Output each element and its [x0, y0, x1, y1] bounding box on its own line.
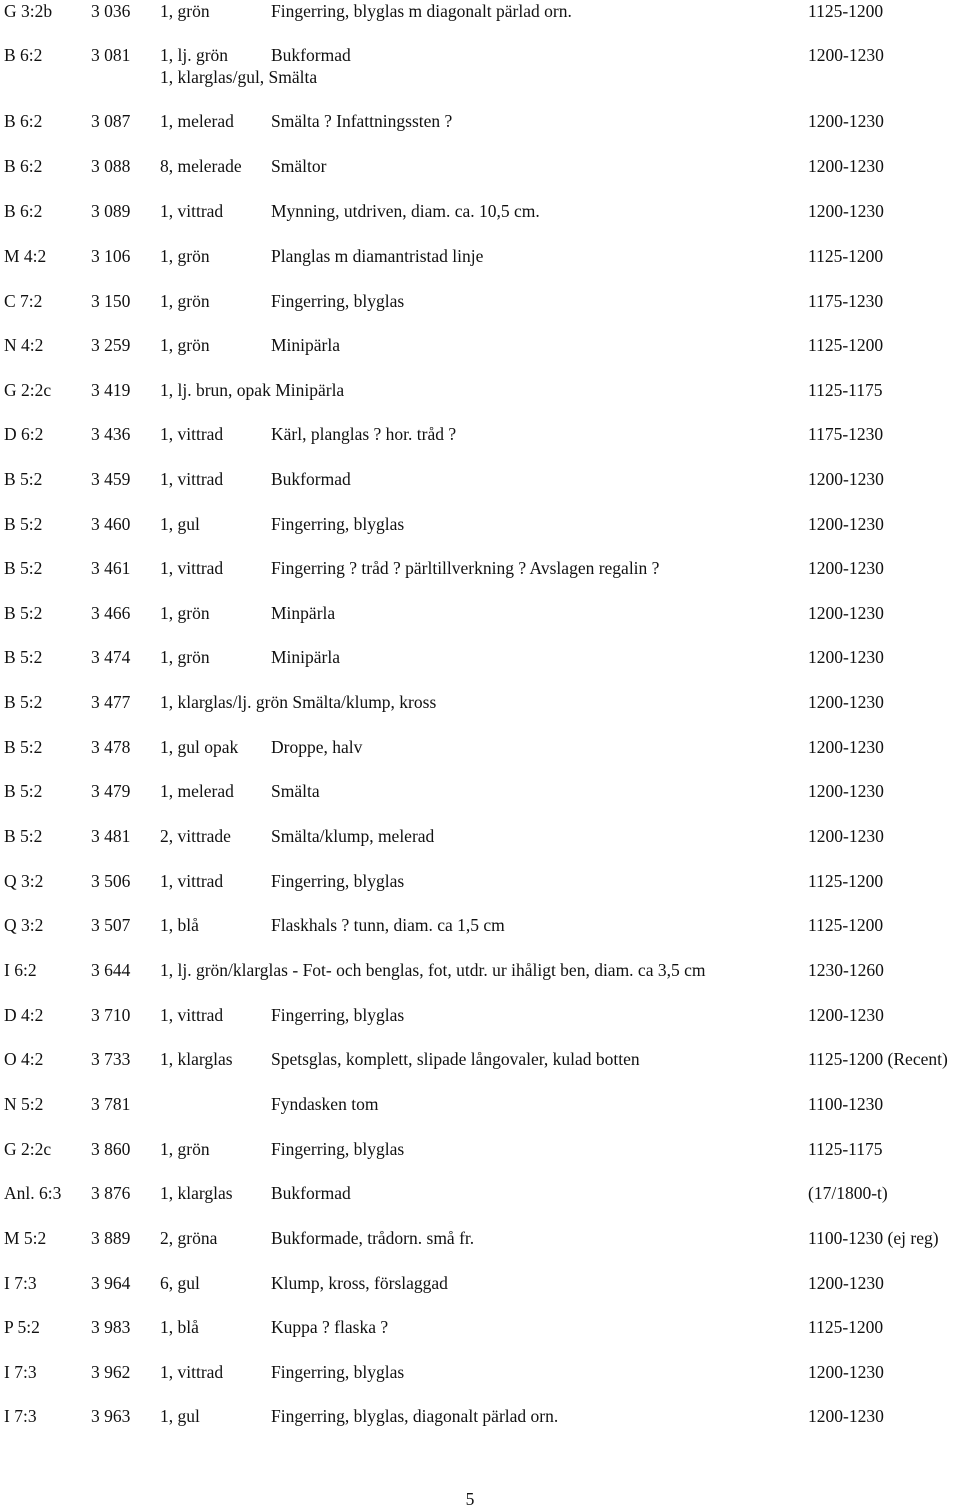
- table-row: [0, 1361, 960, 1405]
- location-cell: M 5:2: [4, 1228, 47, 1248]
- quantity-color-cell: 1, vittrad: [160, 871, 224, 891]
- description-cell: Fingerring, blyglas: [271, 871, 405, 891]
- dating-cell: (17/1800-t): [808, 1183, 888, 1203]
- quantity-color-cell: 1, grön: [160, 647, 210, 667]
- find-number-cell: 3 474: [91, 647, 131, 667]
- quantity-color-cell: 1, melerad: [160, 111, 234, 131]
- description-cell: Smälta: [271, 781, 320, 801]
- description-cell: Fyndasken tom: [271, 1094, 379, 1114]
- dating-cell: 1200-1230: [808, 1273, 884, 1293]
- find-number-cell: 3 983: [91, 1317, 131, 1337]
- description-cell: Fingerring, blyglas: [271, 1005, 405, 1025]
- dating-cell: 1230-1260: [808, 960, 884, 980]
- find-number-cell: 3 507: [91, 915, 131, 935]
- location-cell: B 5:2: [4, 647, 43, 667]
- dating-cell: 1100-1230 (ej reg): [808, 1228, 939, 1248]
- description-cell: Fingerring ? tråd ? pärltillverkning ? Avslagen regalin ?: [271, 558, 660, 578]
- table-row: [0, 1093, 960, 1137]
- table-row: [0, 959, 960, 1003]
- table-row: [0, 1405, 960, 1449]
- dating-cell: 1200-1230: [808, 603, 884, 623]
- table-row: [0, 423, 960, 467]
- description-cell: Mynning, utdriven, diam. ca. 10,5 cm.: [271, 201, 540, 221]
- find-number-cell: 3 106: [91, 246, 131, 266]
- location-cell: B 5:2: [4, 469, 43, 489]
- find-number-cell: 3 733: [91, 1049, 131, 1069]
- location-cell: N 5:2: [4, 1094, 44, 1114]
- find-number-cell: 3 710: [91, 1005, 131, 1025]
- location-cell: N 4:2: [4, 335, 44, 355]
- location-cell: B 6:2: [4, 156, 43, 176]
- table-row: [0, 825, 960, 869]
- quantity-color-cell: 1, grön: [160, 335, 210, 355]
- quantity-color-cell: 1, melerad: [160, 781, 234, 801]
- table-row: [0, 870, 960, 914]
- table-row: [0, 1227, 960, 1271]
- table-row: [0, 557, 960, 601]
- table-row: [0, 691, 960, 735]
- location-cell: G 2:2c: [4, 380, 52, 400]
- location-cell: I 7:3: [4, 1406, 37, 1426]
- find-number-cell: 3 150: [91, 291, 131, 311]
- location-cell: B 5:2: [4, 603, 43, 623]
- location-cell: I 6:2: [4, 960, 37, 980]
- location-cell: B 5:2: [4, 737, 43, 757]
- description-cell: Smälta ? Infattningssten ?: [271, 111, 453, 131]
- find-number-cell: 3 036: [91, 1, 131, 21]
- description-cell: Smälta/klump, melerad: [271, 826, 435, 846]
- table-row: [0, 646, 960, 690]
- dating-cell: 1200-1230: [808, 647, 884, 667]
- quantity-color-cell: 1, vittrad: [160, 558, 224, 578]
- location-cell: B 5:2: [4, 558, 43, 578]
- dating-cell: 1125-1200: [808, 871, 884, 891]
- description-cell: Bukformade, trådorn. små fr.: [271, 1228, 475, 1248]
- table-row: [0, 379, 960, 423]
- page-number: 5: [465, 1489, 475, 1509]
- quantity-color-cell: 1, vittrad: [160, 1005, 224, 1025]
- find-number-cell: 3 644: [91, 960, 131, 980]
- table-row: [0, 513, 960, 557]
- table-row: [0, 1316, 960, 1360]
- dating-cell: 1200-1230: [808, 201, 884, 221]
- dating-cell: 1125-1175: [808, 1139, 883, 1159]
- table-row: [0, 110, 960, 154]
- description-cell: Minipärla: [271, 335, 341, 355]
- quantity-color-cell: 1, grön: [160, 1, 210, 21]
- quantity-color-cell: 8, melerade: [160, 156, 242, 176]
- quantity-color-cell: 6, gul: [160, 1273, 200, 1293]
- table-row: [0, 1182, 960, 1226]
- quantity-color-cell: 1, vittrad: [160, 1362, 224, 1382]
- description-cell: Flaskhals ? tunn, diam. ca 1,5 cm: [271, 915, 505, 935]
- quantity-color-cell: 1, lj. grön: [160, 45, 229, 65]
- table-row: [0, 44, 960, 88]
- table-row: [0, 155, 960, 199]
- find-number-cell: 3 478: [91, 737, 131, 757]
- dating-cell: 1125-1200 (Recent): [808, 1049, 948, 1069]
- dating-cell: 1200-1230: [808, 469, 884, 489]
- find-number-cell: 3 436: [91, 424, 131, 444]
- quantity-color-cell: 1, klarglas: [160, 1049, 233, 1069]
- quantity-color-cell: 1, gul opak: [160, 737, 239, 757]
- quantity-color-cell: 1, blå: [160, 1317, 199, 1337]
- table-row: [0, 0, 960, 44]
- location-cell: B 6:2: [4, 45, 43, 65]
- dating-cell: 1200-1230: [808, 514, 884, 534]
- description-cell: Spetsglas, komplett, slipade långovaler, kulad botten: [271, 1049, 640, 1069]
- table-row: [0, 602, 960, 646]
- find-number-cell: 3 964: [91, 1273, 131, 1293]
- find-number-cell: 3 466: [91, 603, 131, 623]
- dating-cell: 1200-1230: [808, 826, 884, 846]
- description-cell: Smältor: [271, 156, 327, 176]
- find-number-cell: 3 481: [91, 826, 131, 846]
- quantity-color-cell: 1, klarglas/lj. grön Smälta/klump, kross: [160, 692, 437, 712]
- dating-cell: 1125-1200: [808, 1, 884, 21]
- dating-cell: 1200-1230: [808, 45, 884, 65]
- dating-cell: 1175-1230: [808, 291, 884, 311]
- location-cell: B 6:2: [4, 111, 43, 131]
- dating-cell: 1125-1200: [808, 915, 884, 935]
- dating-cell: 1125-1200: [808, 246, 884, 266]
- description-cell: Fingerring, blyglas, diagonalt pärlad orn.: [271, 1406, 559, 1426]
- find-number-cell: 3 088: [91, 156, 131, 176]
- location-cell: C 7:2: [4, 291, 43, 311]
- description-cell: Fingerring, blyglas: [271, 1362, 405, 1382]
- find-number-cell: 3 876: [91, 1183, 131, 1203]
- find-number-cell: 3 460: [91, 514, 131, 534]
- table-row: [0, 1048, 960, 1092]
- table-row: [0, 1272, 960, 1316]
- table-row: [0, 468, 960, 512]
- dating-cell: 1200-1230: [808, 111, 884, 131]
- description-cell: Minipärla: [271, 647, 341, 667]
- dating-cell: 1200-1230: [808, 781, 884, 801]
- table-row: [0, 290, 960, 334]
- location-cell: G 3:2b: [4, 1, 53, 21]
- description-cell: Planglas m diamantristad linje: [271, 246, 484, 266]
- find-number-cell: 3 963: [91, 1406, 131, 1426]
- description-cell: Fingerring, blyglas: [271, 514, 405, 534]
- location-cell: I 7:3: [4, 1273, 37, 1293]
- location-cell: P 5:2: [4, 1317, 40, 1337]
- dating-cell: 1125-1200: [808, 1317, 884, 1337]
- description-cell: Bukformad: [271, 45, 351, 65]
- dating-cell: 1200-1230: [808, 1406, 884, 1426]
- description-cell: Bukformad: [271, 469, 351, 489]
- dating-cell: 1200-1230: [808, 692, 884, 712]
- location-cell: B 5:2: [4, 826, 43, 846]
- quantity-color-cell: 1, grön: [160, 603, 210, 623]
- table-row: [0, 736, 960, 780]
- description-cell: Klump, kross, förslaggad: [271, 1273, 448, 1293]
- location-cell: M 4:2: [4, 246, 47, 266]
- find-number-cell: 3 860: [91, 1139, 131, 1159]
- table-row: [0, 1138, 960, 1182]
- quantity-color-cell: 1, lj. grön/klarglas - Fot- och benglas, fot, utdr. ur ihåligt ben, diam. ca 3,5 cm: [160, 960, 706, 980]
- find-number-cell: 3 087: [91, 111, 131, 131]
- description-cell: Bukformad: [271, 1183, 351, 1203]
- quantity-color-cell: 1, grön: [160, 246, 210, 266]
- dating-cell: 1125-1200: [808, 335, 884, 355]
- find-number-cell: 3 259: [91, 335, 131, 355]
- location-cell: D 4:2: [4, 1005, 44, 1025]
- table-row: [0, 334, 960, 378]
- quantity-color-cell: 1, vittrad: [160, 424, 224, 444]
- location-cell: Q 3:2: [4, 915, 44, 935]
- quantity-color-cell: 1, lj. brun, opak Minipärla: [160, 380, 345, 400]
- description-cell: Fingerring, blyglas: [271, 1139, 405, 1159]
- dating-cell: 1200-1230: [808, 1005, 884, 1025]
- location-cell: B 5:2: [4, 781, 43, 801]
- find-number-cell: 3 962: [91, 1362, 131, 1382]
- find-number-cell: 3 479: [91, 781, 131, 801]
- find-number-cell: 3 889: [91, 1228, 131, 1248]
- find-number-cell: 3 419: [91, 380, 131, 400]
- location-cell: Anl. 6:3: [4, 1183, 62, 1203]
- location-cell: B 5:2: [4, 514, 43, 534]
- table-row: [0, 914, 960, 958]
- table-row: [0, 1004, 960, 1048]
- quantity-color-cell: 1, gul: [160, 1406, 200, 1426]
- dating-cell: 1100-1230: [808, 1094, 884, 1114]
- quantity-color-cell: 1, grön: [160, 291, 210, 311]
- table-row: [0, 200, 960, 244]
- quantity-color-cell: 1, vittrad: [160, 469, 224, 489]
- quantity-color-cell: 2, vittrade: [160, 826, 231, 846]
- location-cell: O 4:2: [4, 1049, 44, 1069]
- find-number-cell: 3 089: [91, 201, 131, 221]
- dating-cell: 1200-1230: [808, 1362, 884, 1382]
- description-cell: Kuppa ? flaska ?: [271, 1317, 389, 1337]
- table-row: [0, 780, 960, 824]
- quantity-color-cell: 1, gul: [160, 514, 200, 534]
- quantity-color-cell: 2, gröna: [160, 1228, 218, 1248]
- location-cell: G 2:2c: [4, 1139, 52, 1159]
- location-cell: Q 3:2: [4, 871, 44, 891]
- find-number-cell: 3 781: [91, 1094, 131, 1114]
- find-number-cell: 3 506: [91, 871, 131, 891]
- quantity-color-cell: 1, blå: [160, 915, 199, 935]
- description-cell: Fingerring, blyglas: [271, 291, 405, 311]
- description-cell: Minpärla: [271, 603, 336, 623]
- location-cell: B 5:2: [4, 692, 43, 712]
- dating-cell: 1175-1230: [808, 424, 884, 444]
- table-row: [0, 245, 960, 289]
- dating-cell: 1200-1230: [808, 737, 884, 757]
- quantity-color-cell: 1, vittrad: [160, 201, 224, 221]
- description-cell: Kärl, planglas ? hor. tråd ?: [271, 424, 457, 444]
- description-cell: Fingerring, blyglas m diagonalt pärlad orn.: [271, 1, 572, 21]
- dating-cell: 1200-1230: [808, 558, 884, 578]
- find-number-cell: 3 459: [91, 469, 131, 489]
- find-number-cell: 3 461: [91, 558, 131, 578]
- quantity-color-cell: 1, grön: [160, 1139, 210, 1159]
- location-cell: B 6:2: [4, 201, 43, 221]
- description-cell: Droppe, halv: [271, 737, 363, 757]
- quantity-color-cell-line2: 1, klarglas/gul, Smälta: [160, 67, 318, 87]
- quantity-color-cell: 1, klarglas: [160, 1183, 233, 1203]
- dating-cell: 1125-1175: [808, 380, 883, 400]
- find-number-cell: 3 477: [91, 692, 131, 712]
- find-number-cell: 3 081: [91, 45, 131, 65]
- dating-cell: 1200-1230: [808, 156, 884, 176]
- location-cell: D 6:2: [4, 424, 44, 444]
- location-cell: I 7:3: [4, 1362, 37, 1382]
